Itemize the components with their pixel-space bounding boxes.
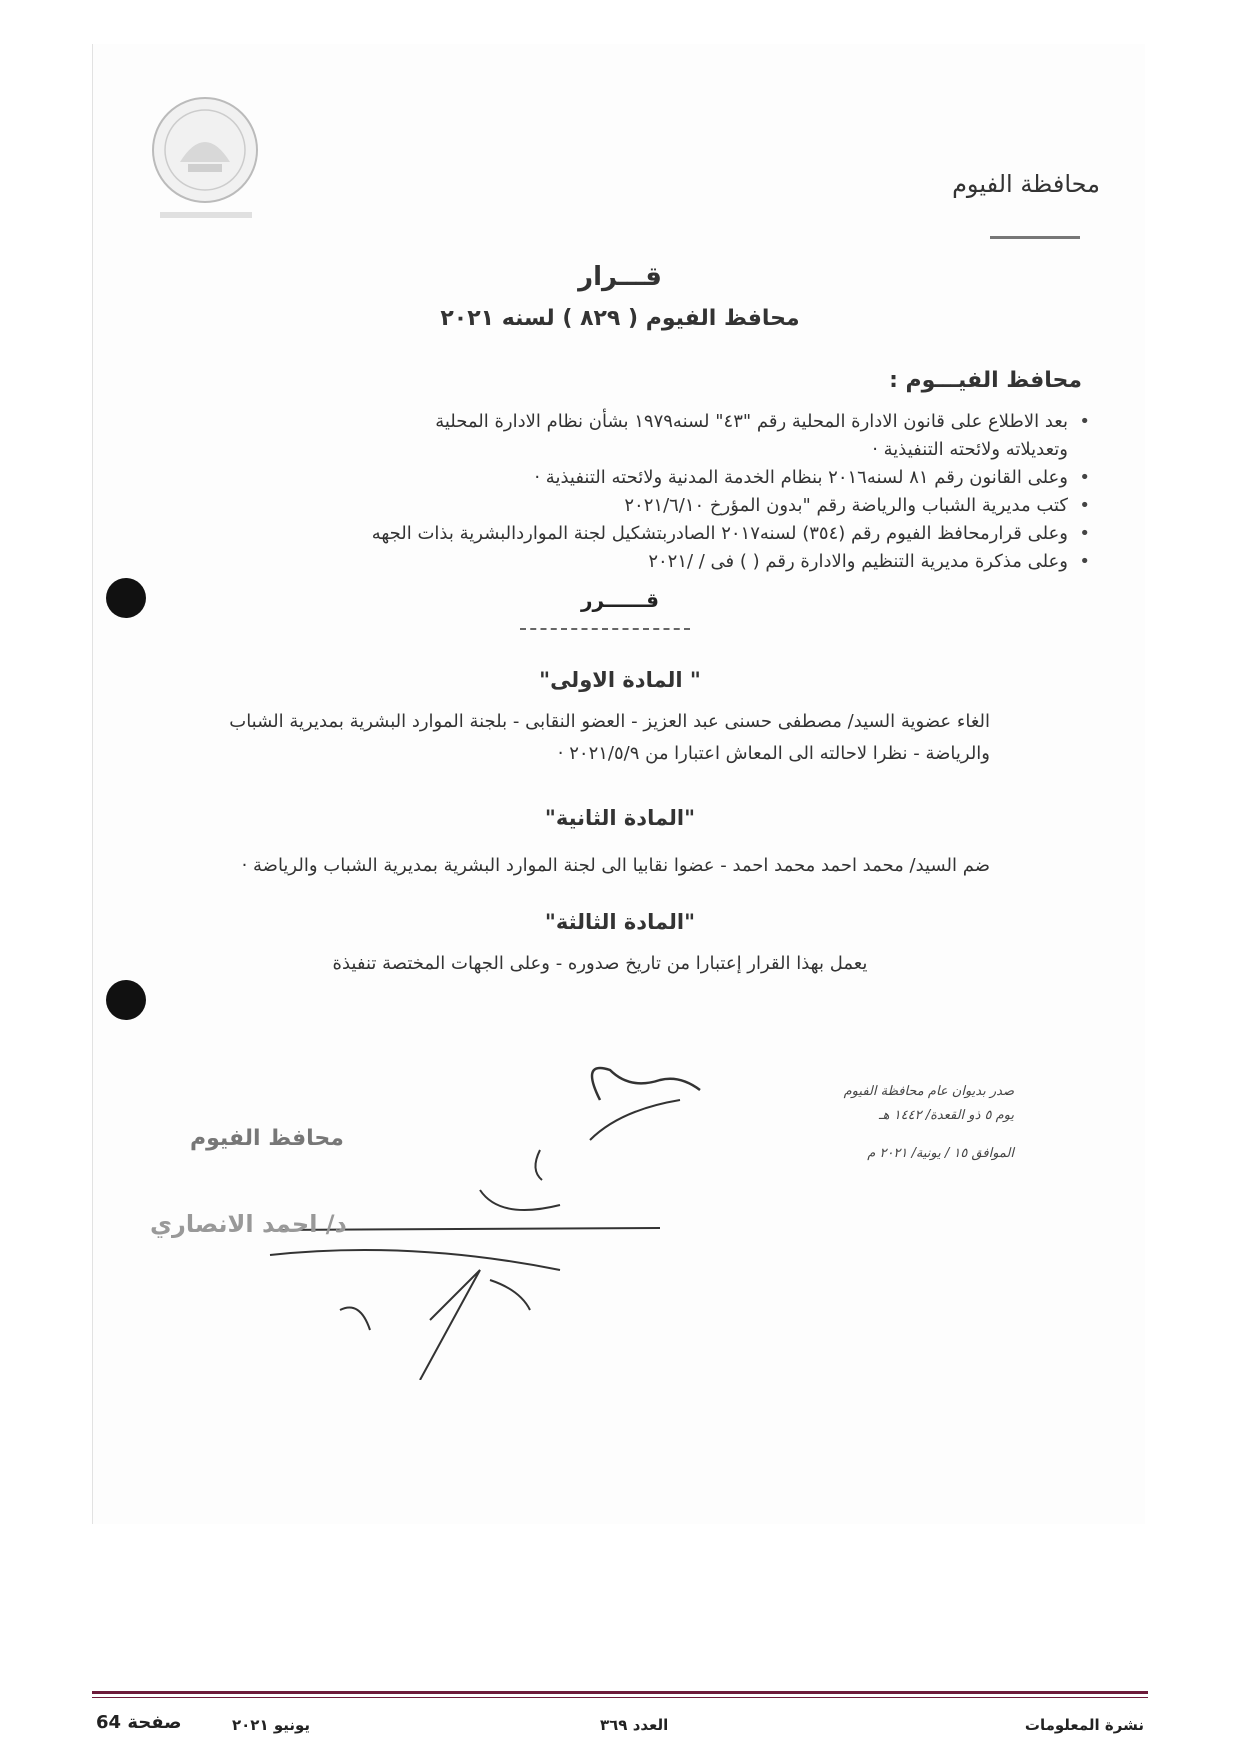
recital-item: وتعديلاته ولائحته التنفيذية · bbox=[872, 439, 1068, 460]
recital-item: • كتب مديرية الشباب والرياضة رقم "بدون المؤرخ ٢٠٢١/٦/١٠ bbox=[220, 492, 1090, 520]
governorate-seal-icon bbox=[140, 92, 270, 232]
article-3-body: يعمل بهذا القرار إعتبارا من تاريخ صدوره - وعلى الجهات المختصة تنفيذة bbox=[332, 953, 868, 974]
recital-item: • وعلى مذكرة مديرية التنظيم والادارة رقم ( ) فى / /٢٠٢١ bbox=[220, 548, 1090, 576]
recitals-list bbox=[220, 408, 1090, 576]
stamp-line: صدر بديوان عام محافظة الفيوم bbox=[843, 1084, 1014, 1099]
issuance-stamp bbox=[784, 1080, 1014, 1166]
stamp-line: الموافق ١٥ / يونية/ ٢٠٢١ م bbox=[867, 1146, 1014, 1161]
recital-item: • بعد الاطلاع على قانون الادارة المحلية رقم "٤٣" لسنه١٩٧٩ بشأن نظام الادارة المحلية bbox=[220, 408, 1090, 436]
stamp-line: يوم ٥ ذو القعدة/ ١٤٤٢ هـ bbox=[878, 1108, 1014, 1123]
signatory-title: محافظ الفيوم bbox=[190, 1126, 344, 1151]
hole-punch-icon bbox=[106, 980, 146, 1020]
footer-page-number: صفحة 64 bbox=[96, 1712, 182, 1733]
decree-subtitle: محافظ الفيوم ( ٨٢٩ ) لسنه ٢٠٢١ bbox=[440, 306, 800, 331]
recital-item: • وعلى قرارمحافظ الفيوم رقم (٣٥٤) لسنه٢٠١٧ الصادربتشكيل لجنة المواردالبشرية بذات الجهه bbox=[220, 520, 1090, 548]
article-2-title: "المادة الثانية" bbox=[544, 806, 696, 830]
footer-rule bbox=[92, 1691, 1148, 1694]
footer-publication: نشرة المعلومات bbox=[1024, 1716, 1144, 1734]
hole-punch-icon bbox=[106, 578, 146, 618]
dashed-divider bbox=[520, 628, 690, 630]
article-3-title: "المادة الثالثة" bbox=[544, 910, 696, 934]
footer-date: يونيو ٢٠٢١ bbox=[232, 1716, 311, 1734]
governorate-name: محافظة الفيوم bbox=[952, 170, 1100, 198]
article-1-title: " المادة الاولى" bbox=[539, 668, 701, 692]
header-rule bbox=[990, 236, 1080, 239]
signatory-name: د/ احمد الانصاري bbox=[150, 1210, 347, 1238]
article-2-body: ضم السيد/ محمد احمد محمد احمد - عضوا نقابيا الى لجنة الموارد البشرية بمديرية الشباب والرياضة · bbox=[241, 855, 990, 876]
recital-item: • وعلى القانون رقم ٨١ لسنه٢٠١٦ بنظام الخدمة المدنية ولائحته التنفيذية · bbox=[220, 464, 1090, 492]
decree-title: قـــرار bbox=[578, 262, 662, 292]
governor-header: محافظ الفيـــوم : bbox=[889, 368, 1082, 393]
footer-rule-thin bbox=[92, 1697, 1148, 1698]
decides-heading: قــــــرر bbox=[580, 588, 660, 612]
article-1-body: الغاء عضوية السيد/ مصطفى حسنى عبد العزيز - العضو النقابى - بلجنة الموارد البشرية بمديرية الشباب والرياضة - نظرا لاحالته الى المعاش اعتبارا من ٢٠٢١/٥/٩ · bbox=[229, 711, 990, 764]
footer-issue: العدد ٣٦٩ bbox=[600, 1716, 669, 1734]
